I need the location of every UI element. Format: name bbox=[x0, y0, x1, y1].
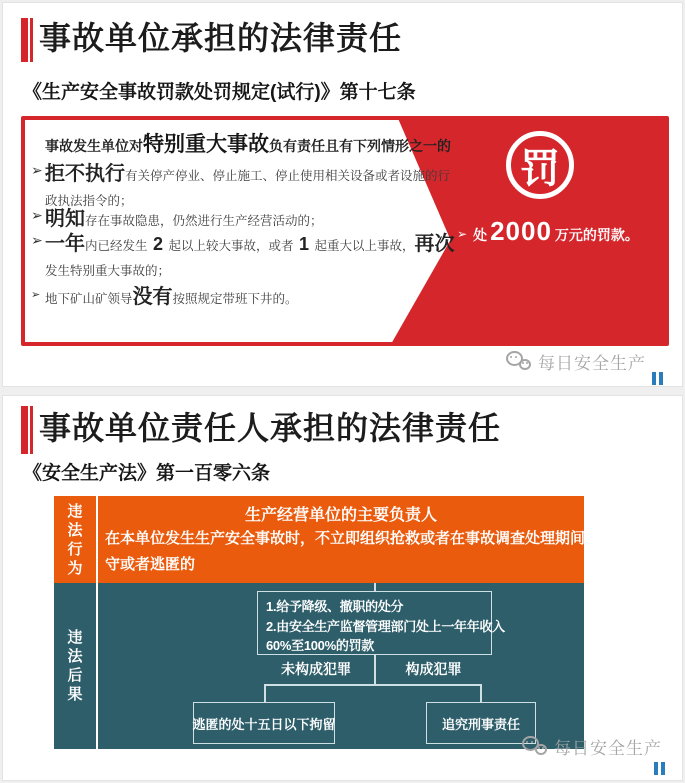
connector-line bbox=[480, 684, 482, 702]
wechat-icon bbox=[522, 736, 548, 758]
watermark-text: 每日安全生产 bbox=[554, 739, 662, 758]
watermark bbox=[522, 734, 662, 759]
arrow-bullet-icon: ➢ bbox=[31, 207, 43, 223]
page-title: 事故单位责任人承担的法律责任 bbox=[39, 410, 502, 446]
condition-item: ➢ 明知存在事故隐患，仍然进行生产经营活动的； bbox=[31, 207, 323, 230]
slide-card-1 bbox=[2, 2, 683, 387]
watermark-text: 每日安全生产 bbox=[538, 354, 646, 373]
arrow-bullet-icon: ➢ bbox=[31, 232, 43, 248]
behavior-content bbox=[98, 496, 631, 583]
condition-item: ➢ 一年内已经发生 2 起以上较大事故，或者 1 起重大以上事故，再次 发生特别重大事故的； bbox=[31, 232, 455, 278]
conditions-header: 事故发生单位对特别重大事故负有责任且有下列情形之一的 bbox=[45, 133, 451, 156]
watermark bbox=[506, 349, 646, 374]
liability-diagram bbox=[54, 496, 631, 749]
connector-line bbox=[264, 684, 376, 686]
arrow-bullet-icon: ➢ bbox=[457, 227, 468, 241]
title-accent-bars bbox=[21, 18, 33, 62]
arrow-bullet-icon: ➢ bbox=[31, 162, 43, 178]
connector-line bbox=[264, 684, 266, 702]
row-label-cell bbox=[54, 583, 98, 749]
law-subtitle: 《安全生产法》第一百零六条 bbox=[23, 463, 271, 484]
branch-crime: 构成犯罪 bbox=[405, 661, 462, 677]
result-content bbox=[98, 583, 584, 749]
condition-item: ➢ 地下矿山矿领导没有按照规定带班下井的。 bbox=[31, 286, 298, 308]
behavior-text-line2: 守或者逃匿的 bbox=[105, 556, 196, 573]
connector-line bbox=[374, 684, 482, 686]
pause-icon[interactable] bbox=[654, 762, 665, 775]
penalty-box: 1.给予降级、撤职的处分 2.由安全生产监督管理部门处上一年年收入 60%至100%的罚款 bbox=[257, 591, 492, 655]
result-label: 违法后果 bbox=[67, 629, 83, 703]
connector-line bbox=[374, 583, 376, 591]
regulation-subtitle: 《生产安全事故罚款处罚规定(试行)》第十七条 bbox=[23, 82, 416, 103]
page-title: 事故单位承担的法律责任 bbox=[39, 20, 403, 56]
violation-result-row bbox=[54, 583, 584, 749]
title-accent-bars bbox=[21, 406, 33, 454]
fine-badge-seal: 罚 bbox=[506, 131, 574, 199]
arrow-bullet-icon: ➢ bbox=[31, 289, 41, 301]
row-label-cell bbox=[54, 496, 98, 583]
criminal-liability-box: 追究刑事责任 bbox=[426, 702, 536, 744]
violation-behavior-row bbox=[54, 496, 631, 583]
behavior-label: 违法行为 bbox=[67, 502, 83, 577]
branch-no-crime: 未构成犯罪 bbox=[281, 661, 351, 677]
behavior-text-line1: 在本单位发生生产安全事故时，不立即组织抢救或者在事故调查处理期间擅离职 bbox=[105, 530, 631, 547]
slide-card-2 bbox=[2, 395, 683, 781]
detention-box: 逃匿的处十五日以下拘留 bbox=[193, 702, 335, 744]
responsible-person-title: 生产经营单位的主要负责人 bbox=[244, 507, 437, 524]
condition-item: ➢ 拒不执行有关停产停业、停止施工、停止使用相关设备或者设施的行 政执法指令的； bbox=[31, 162, 451, 208]
wechat-icon bbox=[506, 351, 532, 373]
penalty-panel bbox=[21, 116, 669, 346]
pause-icon[interactable] bbox=[652, 372, 663, 385]
fine-amount-line: ➢ 处 2000 万元的罚款。 bbox=[457, 216, 639, 246]
